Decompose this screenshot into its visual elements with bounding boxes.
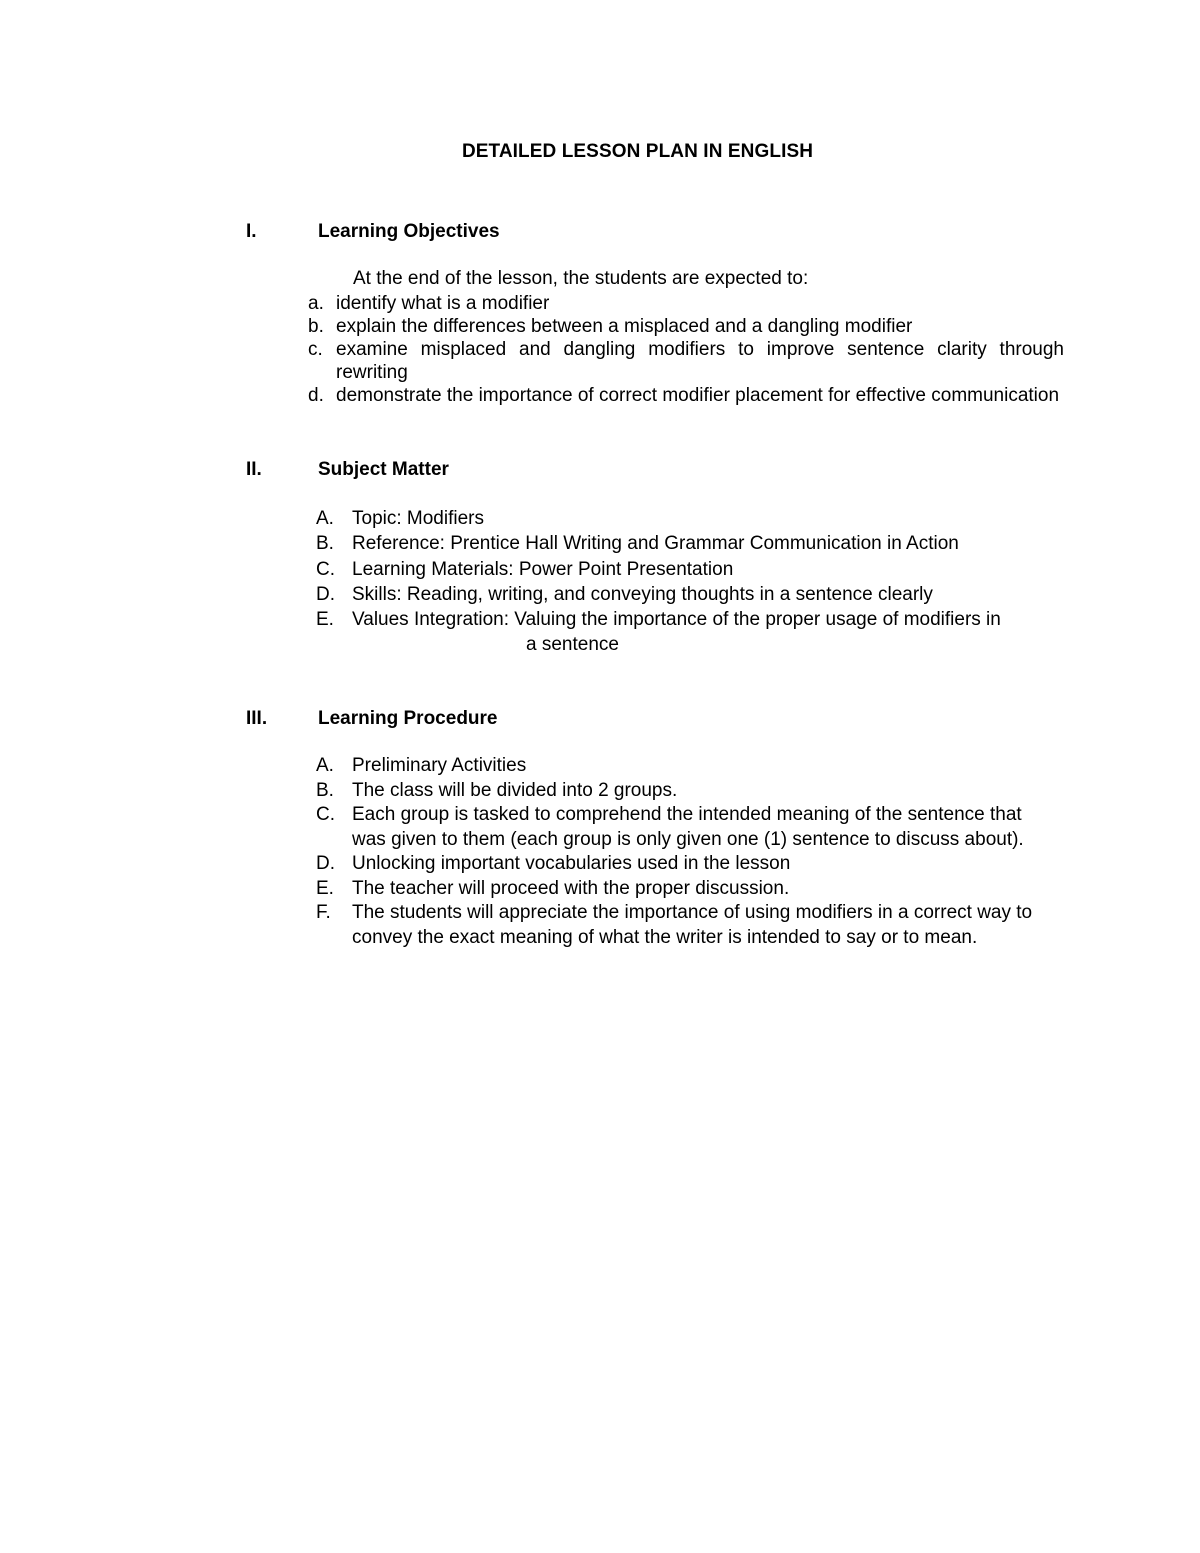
list-marker: D. xyxy=(316,853,335,874)
section-heading-procedure: Learning Procedure xyxy=(318,708,498,729)
list-marker: a. xyxy=(308,293,324,314)
list-item-text: demonstrate the importance of correct modifier placement for effective communication xyxy=(336,385,1060,406)
list-item-text: Skills: Reading, writing, and conveying thoughts in a sentence clearly xyxy=(352,583,933,605)
list-item xyxy=(316,779,1036,804)
list-item xyxy=(316,607,1056,658)
section-heading-subject-matter: Subject Matter xyxy=(318,459,449,480)
subject-matter-list xyxy=(316,506,1056,658)
list-item-text: Each group is tasked to comprehend the intended meaning of the sentence that was given to them (each group is only given one (1) sentence to discuss about). xyxy=(352,804,1024,850)
list-item xyxy=(316,557,1056,582)
list-item xyxy=(316,582,1056,607)
list-item xyxy=(308,315,1064,338)
list-marker: d. xyxy=(308,385,324,406)
list-item-text: The students will appreciate the importance of using modifiers in a correct way to convey the exact meaning of what the writer is intended to say or to mean. xyxy=(352,902,1033,948)
list-marker: D. xyxy=(316,583,335,605)
section-number-subject-matter: II. xyxy=(246,459,262,480)
objectives-intro: At the end of the lesson, the students are expected to: xyxy=(353,268,809,289)
procedure-list xyxy=(316,754,1036,950)
list-marker: A. xyxy=(316,755,334,776)
section-heading-objectives: Learning Objectives xyxy=(318,221,500,242)
list-item xyxy=(308,292,1064,315)
list-marker: c. xyxy=(308,339,323,360)
list-item xyxy=(316,506,1056,531)
list-marker: C. xyxy=(316,804,335,825)
list-item-text: The class will be divided into 2 groups. xyxy=(352,779,678,801)
list-item-text: explain the differences between a misplaced and a dangling modifier xyxy=(336,316,913,337)
list-item-text: Values Integration: Valuing the importance of the proper usage of modifiers in xyxy=(352,609,1001,631)
list-marker: B. xyxy=(316,779,334,801)
list-item xyxy=(316,531,1056,556)
list-marker: B. xyxy=(316,533,334,555)
list-item-text: identify what is a modifier xyxy=(336,293,550,314)
list-item-text: examine misplaced and dangling modifiers to improve sentence clarity through rewriting xyxy=(336,339,1064,383)
document-title: DETAILED LESSON PLAN IN ENGLISH xyxy=(461,141,814,162)
list-marker: C. xyxy=(316,558,335,580)
objectives-list xyxy=(308,292,1064,407)
list-marker: E. xyxy=(316,877,334,899)
list-item xyxy=(316,877,1036,902)
list-marker: b. xyxy=(308,316,324,337)
list-item xyxy=(316,754,1036,779)
section-number-procedure: III. xyxy=(246,708,268,729)
list-item xyxy=(316,852,1036,877)
list-item-text: Topic: Modifiers xyxy=(352,508,484,529)
list-item xyxy=(316,803,1036,852)
list-item-text: Learning Materials: Power Point Presentation xyxy=(352,558,734,580)
list-item xyxy=(308,384,1064,407)
list-item xyxy=(316,901,1036,950)
list-item-text: The teacher will proceed with the proper discussion. xyxy=(352,877,790,899)
list-item-text: Preliminary Activities xyxy=(352,755,527,776)
section-number-objectives: I. xyxy=(246,221,257,242)
list-marker: A. xyxy=(316,508,334,529)
list-marker: E. xyxy=(316,609,334,631)
list-marker: F. xyxy=(316,902,331,923)
list-item-continuation: a sentence xyxy=(526,634,619,656)
list-item xyxy=(308,338,1064,384)
list-item-text: Reference: Prentice Hall Writing and Grammar Communication in Action xyxy=(352,533,959,555)
list-item-text: Unlocking important vocabularies used in the lesson xyxy=(352,853,791,874)
